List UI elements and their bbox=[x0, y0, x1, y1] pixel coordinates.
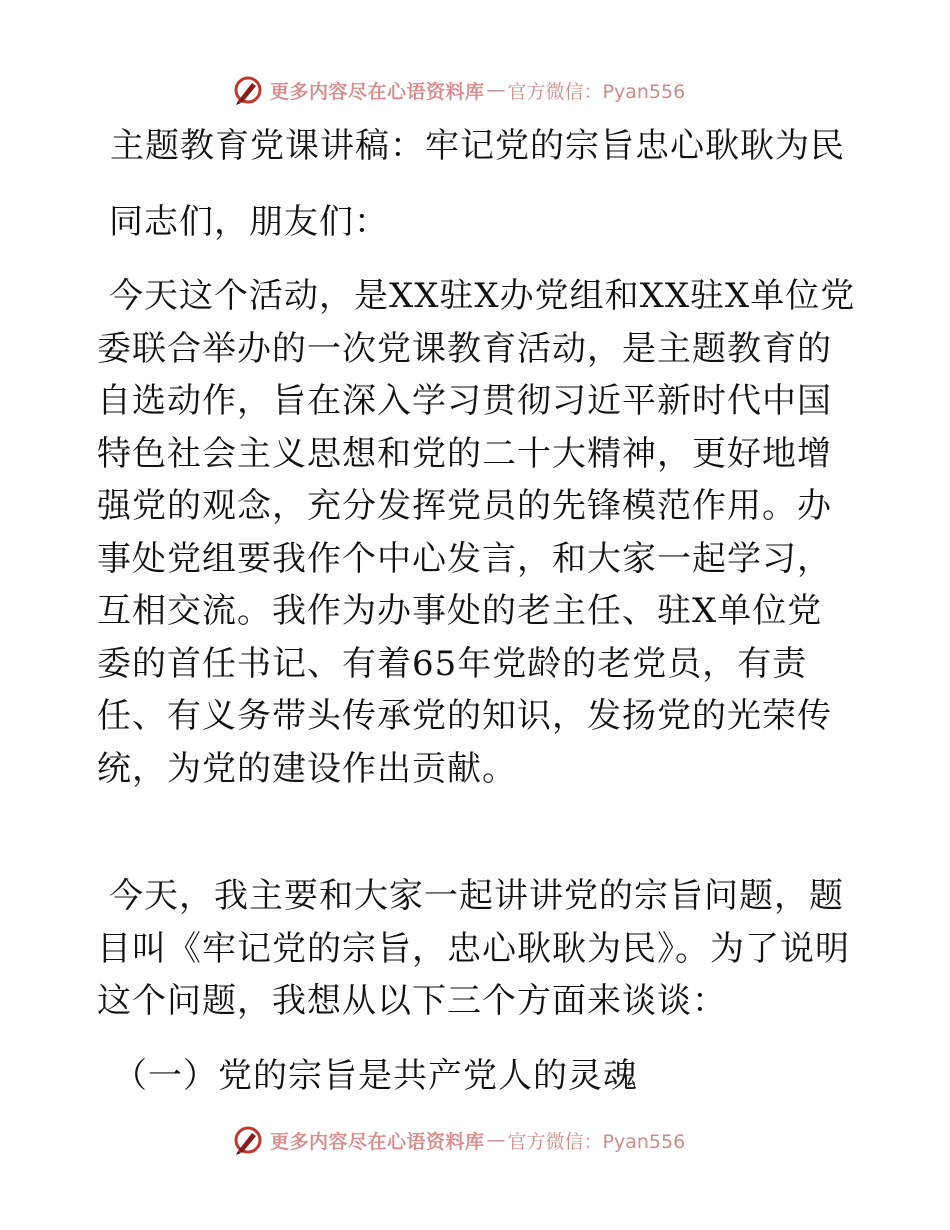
header-watermark bbox=[232, 73, 685, 107]
pen-logo-icon bbox=[232, 74, 264, 106]
watermark-text: 更多内容尽在心语资料库 bbox=[270, 80, 485, 103]
pen-logo-icon bbox=[232, 1124, 264, 1156]
body-paragraph-2: 今天，我主要和大家一起讲讲党的宗旨问题，题目叫《牢记党的宗旨，忠心耿耿为民》。为了说明这个问题，我想从以下三个方面来谈谈： bbox=[97, 876, 850, 1021]
watermark-text: 更多内容尽在心语资料库 bbox=[270, 1130, 485, 1153]
body-paragraph-1: 今天这个活动，是XX驻X办党组和XX驻X单位党委联合举办的一次党课教育活动，是主题教育的自选动作，旨在深入学习贯彻习近平新时代中国特色社会主义思想和党的二十大精神，更好地增强党的观念，充分发挥党员的先锋模范作用。办事处党组要我作个中心发言，和大家一起学习，互相交流。我作为办事处的老主任、驻X单位党委的首任书记、有着65年党龄的老党员，有责任、有义务带头传承党的知识，发扬党的光荣传统，为党的建设作出贡献。 bbox=[97, 276, 856, 789]
greeting: 同志们，朋友们： bbox=[109, 202, 389, 242]
document-title: 主题教育党课讲稿：牢记党的宗旨忠心耿耿为民 bbox=[110, 126, 845, 166]
watermark-separator: — bbox=[486, 79, 506, 101]
watermark-separator: — bbox=[486, 1129, 506, 1151]
footer-watermark bbox=[232, 1123, 685, 1157]
watermark-contact: 官方微信：Pyan556 bbox=[507, 80, 686, 103]
section-heading: （一）党的宗旨是共产党人的灵魂 bbox=[113, 1056, 638, 1096]
watermark-contact: 官方微信：Pyan556 bbox=[507, 1130, 686, 1153]
